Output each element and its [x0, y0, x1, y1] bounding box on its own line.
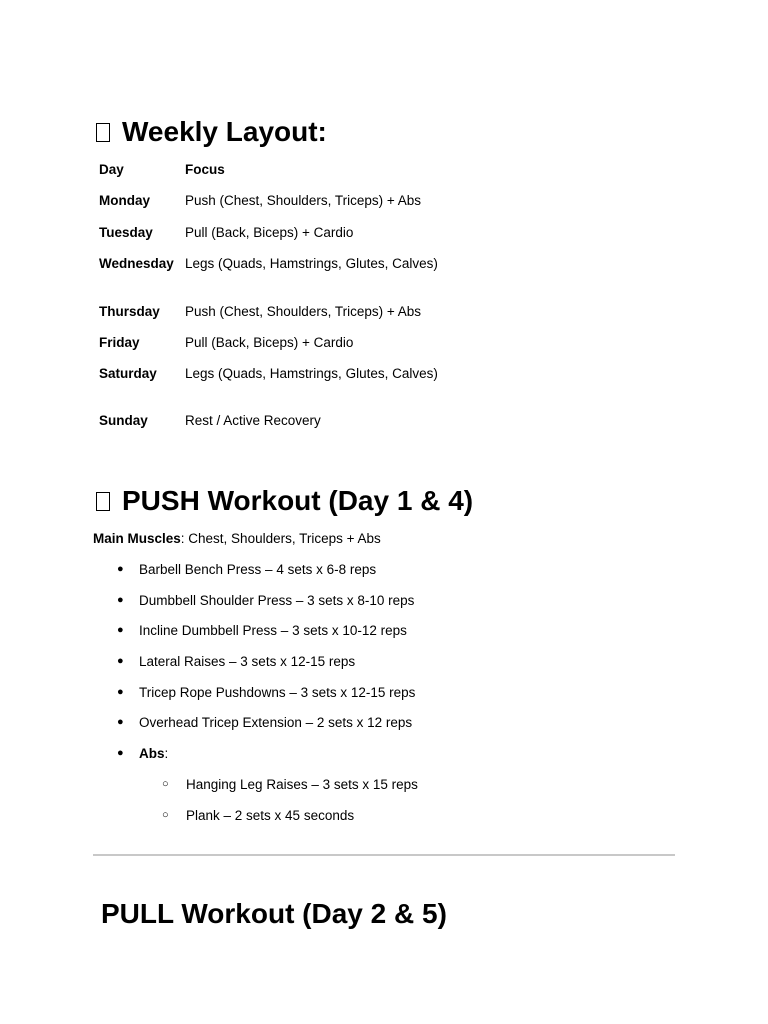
table-cell-day: Sunday [99, 413, 148, 428]
list-item: Plank – 2 sets x 45 seconds [186, 808, 355, 823]
bullet-icon: ● [117, 655, 124, 667]
push-workout-heading [96, 485, 473, 517]
table-cell-day: Wednesday [99, 256, 174, 271]
missing-glyph-icon [96, 492, 110, 511]
table-cell-day: Saturday [99, 366, 157, 381]
push-workout-title: PUSH Workout (Day 1 & 4) [122, 485, 474, 516]
list-item: Incline Dumbbell Press – 3 sets x 10-12 reps [139, 623, 407, 638]
list-item: Hanging Leg Raises – 3 sets x 15 reps [186, 777, 418, 792]
table-cell-day: Tuesday [99, 225, 153, 240]
list-item-abs [139, 746, 168, 761]
list-item: Lateral Raises – 3 sets x 12-15 reps [139, 654, 356, 669]
missing-glyph-icon [96, 123, 110, 142]
table-cell-focus: Rest / Active Recovery [185, 413, 321, 428]
table-cell-focus: Push (Chest, Shoulders, Triceps) + Abs [185, 193, 421, 208]
weekly-layout-title: Weekly Layout: [122, 116, 327, 147]
list-item: Barbell Bench Press – 4 sets x 6-8 reps [139, 562, 377, 577]
table-cell-focus: Push (Chest, Shoulders, Triceps) + Abs [185, 304, 421, 319]
bullet-icon: ● [117, 594, 124, 606]
abs-colon: : [164, 746, 169, 761]
bullet-icon: ● [117, 716, 124, 728]
header-day: Day [99, 162, 124, 177]
table-cell-focus: Pull (Back, Biceps) + Cardio [185, 225, 354, 240]
abs-label: Abs [139, 746, 165, 761]
pull-workout-title: PULL Workout (Day 2 & 5) [101, 898, 447, 929]
bullet-icon: ● [117, 563, 124, 575]
main-muscles-label: Main Muscles [93, 531, 181, 546]
bullet-icon: ● [117, 624, 124, 636]
list-item: Dumbbell Shoulder Press – 3 sets x 8-10 reps [139, 593, 415, 608]
bullet-icon: ● [117, 747, 124, 759]
table-cell-focus: Legs (Quads, Hamstrings, Glutes, Calves) [185, 256, 438, 271]
table-cell-day: Monday [99, 193, 151, 208]
list-item: Tricep Rope Pushdowns – 3 sets x 12-15 reps [139, 685, 416, 700]
sub-bullet-icon: ○ [162, 778, 169, 790]
table-cell-focus: Legs (Quads, Hamstrings, Glutes, Calves) [185, 366, 438, 381]
weekly-layout-heading [96, 116, 327, 148]
table-cell-day: Thursday [99, 304, 160, 319]
sub-bullet-icon: ○ [162, 809, 169, 821]
header-focus: Focus [185, 162, 225, 177]
horizontal-divider [93, 854, 675, 856]
table-cell-day: Friday [99, 335, 140, 350]
list-item: Overhead Tricep Extension – 2 sets x 12 reps [139, 715, 413, 730]
main-muscles-text: : Chest, Shoulders, Triceps + Abs [180, 531, 381, 546]
table-cell-focus: Pull (Back, Biceps) + Cardio [185, 335, 354, 350]
bullet-icon: ● [117, 686, 124, 698]
main-muscles-line [93, 531, 381, 546]
